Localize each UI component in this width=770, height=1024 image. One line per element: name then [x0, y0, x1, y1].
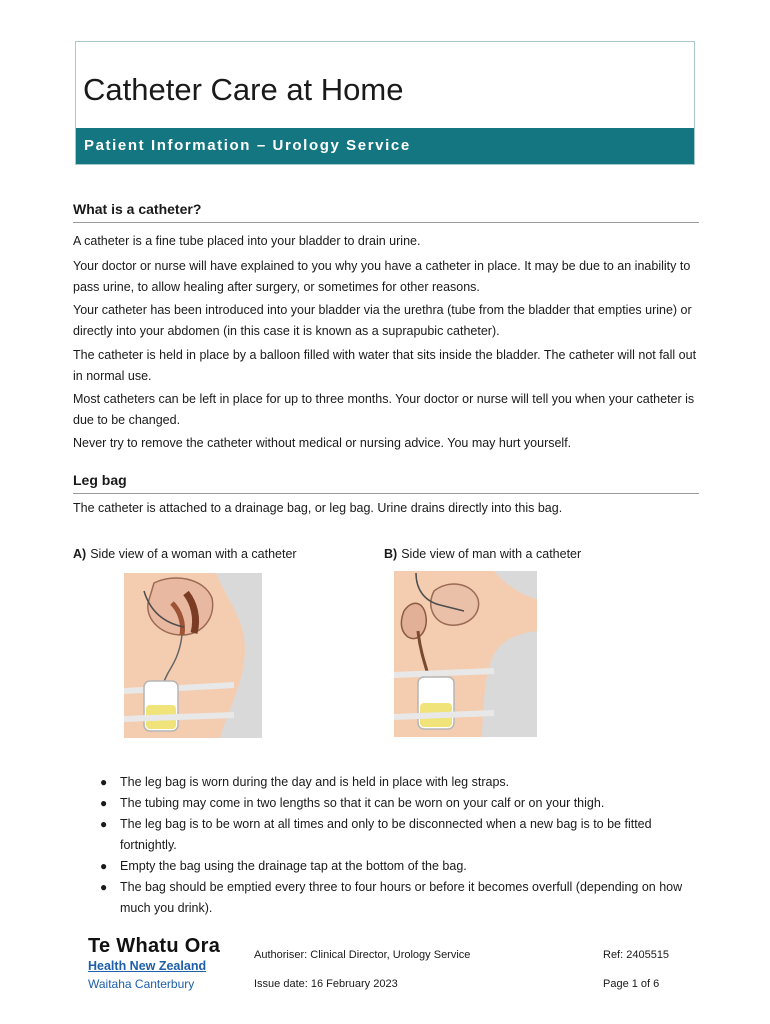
woman-catheter-illustration [124, 573, 262, 738]
org-logo-name: Te Whatu Ora [88, 935, 221, 957]
paragraph: Most catheters can be left in place for up to three months. Your doctor or nurse will tell you when your catheter is due to be changed. [73, 392, 695, 427]
subtitle-band [76, 128, 694, 164]
list-item-text: Empty the bag using the drainage tap at the bottom of the bag. [120, 859, 467, 873]
org-logo-region: Waitaha Canterbury [88, 977, 195, 991]
section-heading-what-is: What is a catheter? [73, 201, 699, 223]
footer-page-number: Page 1 of 6 [603, 978, 660, 990]
paragraph: The catheter is attached to a drainage bag, or leg bag. Urine drains directly into this bag. [73, 501, 563, 515]
figure-letter-a: A) [73, 547, 87, 561]
footer-ref: Ref: 2405515 [603, 949, 670, 961]
paragraph: A catheter is a fine tube placed into your bladder to drain urine. [73, 234, 421, 248]
list-item-text: The leg bag is worn during the day and is held in place with leg straps. [120, 775, 510, 789]
list-item-text: The tubing may come in two lengths so that it can be worn on your calf or on your thigh. [120, 796, 605, 810]
paragraph: Your doctor or nurse will have explained to you why you have a catheter in place. It may be due to an inability to pass urine, to allow healing after surgery, or sometimes for other reasons. [73, 259, 691, 294]
list-item [73, 877, 699, 919]
figure-letter-b: B) [384, 547, 398, 561]
list-item-text: The bag should be emptied every three to four hours or before it becomes overfull (depending on how much you drink). [120, 880, 683, 915]
org-logo-subtitle: Health New Zealand [88, 959, 207, 973]
bullet-icon: ● [100, 859, 108, 873]
bullet-icon: ● [100, 775, 108, 789]
figure-caption-a [73, 547, 297, 561]
leg-bag-bullet-list [73, 772, 699, 919]
bullet-icon: ● [100, 817, 108, 831]
footer-issue-date: Issue date: 16 February 2023 [254, 978, 398, 990]
figure-caption-b [384, 547, 581, 561]
paragraph: Your catheter has been introduced into your bladder via the urethra (tube from the bladder that empties urine) or directly into your abdomen (in this case it is known as a suprapubic catheter). [73, 303, 692, 338]
paragraph: The catheter is held in place by a balloon filled with water that sits inside the bladder. The catheter will not fall out in normal use. [73, 348, 697, 383]
bullet-icon: ● [100, 796, 108, 810]
man-catheter-illustration [394, 571, 537, 737]
section-heading-leg-bag: Leg bag [73, 472, 699, 494]
list-item-text: The leg bag is to be worn at all times and only to be disconnected when a new bag is to be fitted fortnightly. [120, 817, 652, 852]
footer-authoriser: Authoriser: Clinical Director, Urology Service [254, 949, 471, 961]
title-box [75, 41, 695, 165]
list-item [73, 814, 699, 856]
paragraph: Never try to remove the catheter without medical or nursing advice. You may hurt yourself. [73, 436, 572, 450]
figure-caption-text-b: Side view of man with a catheter [401, 547, 582, 561]
figure-caption-text-a: Side view of a woman with a catheter [90, 547, 297, 561]
list-item [73, 793, 699, 814]
page-title: Catheter Care at Home [83, 72, 404, 107]
list-item [73, 856, 699, 877]
bullet-icon: ● [100, 880, 108, 894]
page-subtitle: Patient Information – Urology Service [84, 137, 411, 154]
list-item [73, 772, 699, 793]
